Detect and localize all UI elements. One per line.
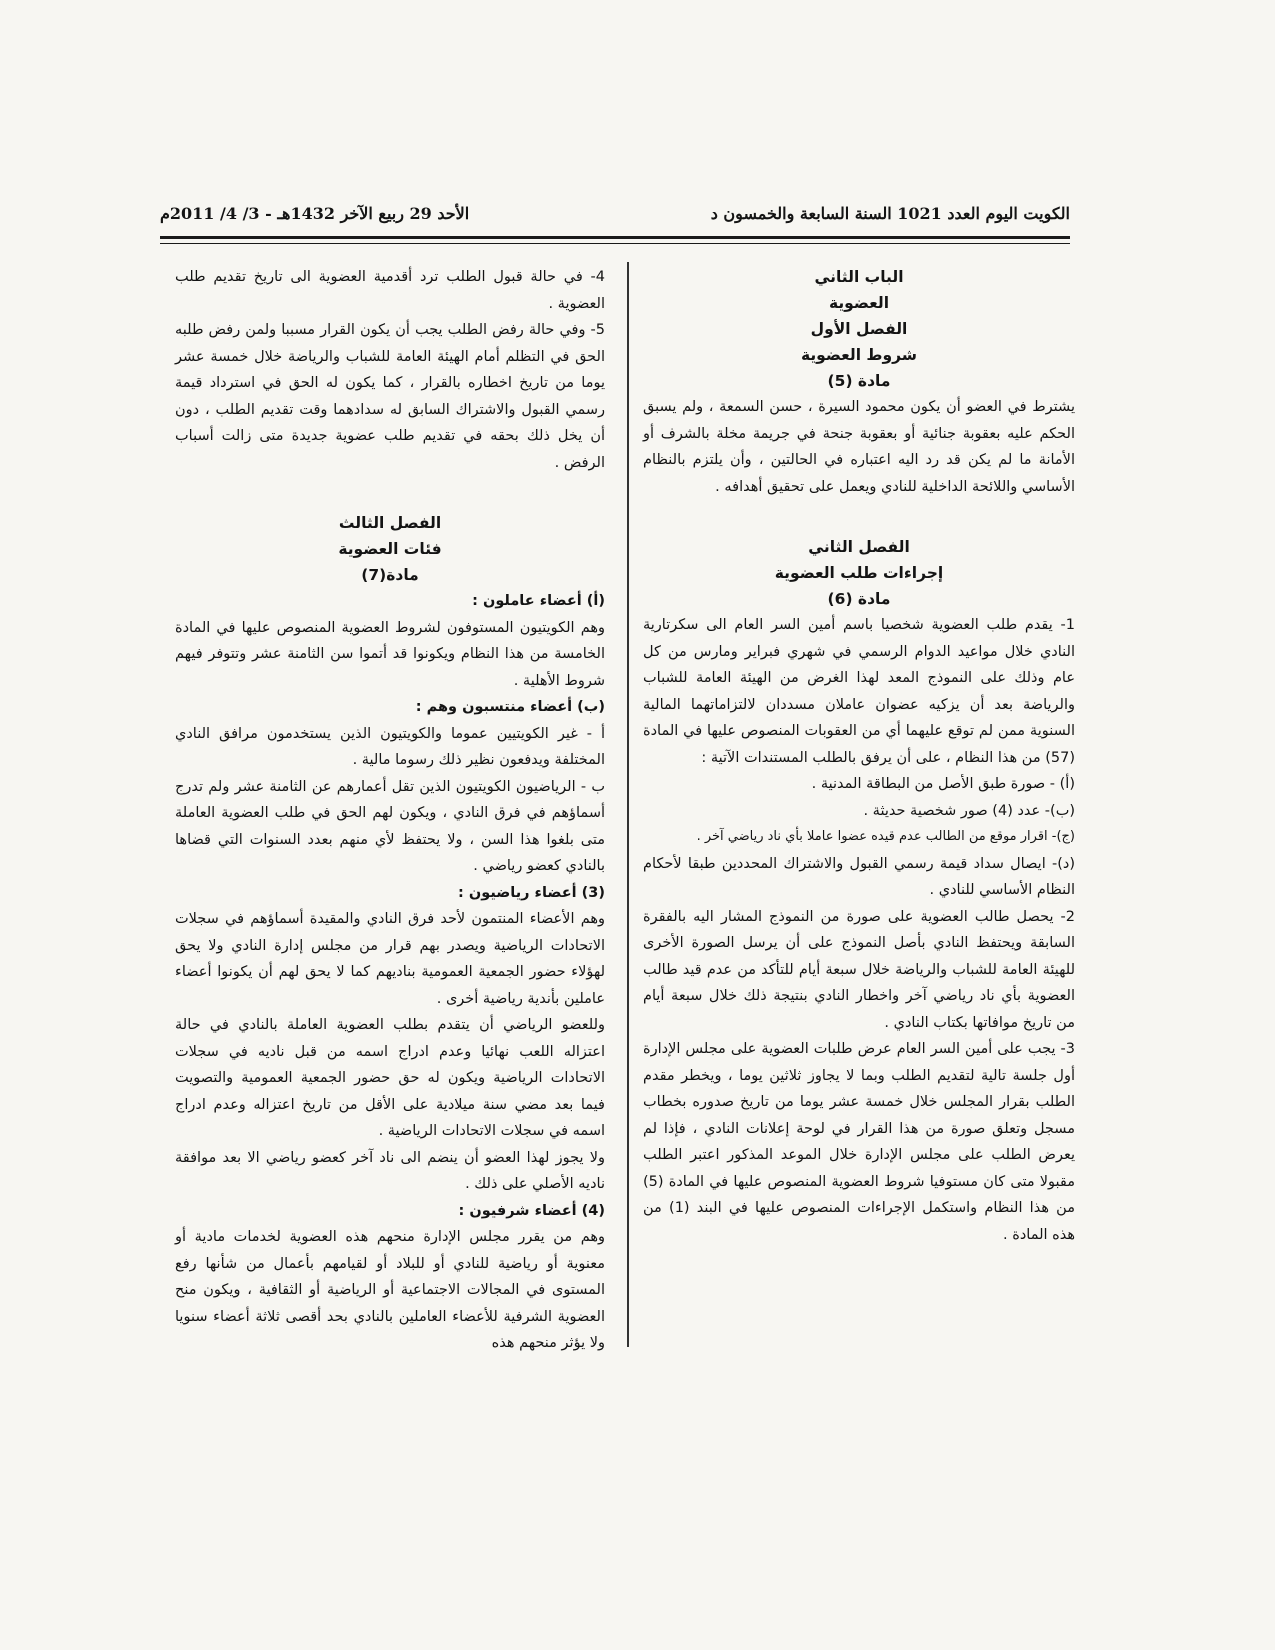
clause: 2- يحصل طالب العضوية على صورة من النموذج المشار اليه بالفقرة السابقة ويحتفظ النادي بأصل النموذج على أن يرسل الصورة الأخرى للهيئة العامة للشباب والرياضة خلال سبعة أيام للتأكد من عدم قيد طالب العضوية بأي ناد رياضي آخر واخطار النادي بنتيجة ذلك خلال سبعة أيام من تاريخ موافاتها بكتاب النادي . (643, 908, 1075, 1031)
chapter-title: العضوية (828, 294, 890, 312)
section-title: شروط العضوية (800, 346, 918, 364)
paragraph: ب - الرياضيون الكويتيون الذين تقل أعمارهم عن الثامنة عشر ولم تدرج أسماؤهم في فرق النادي ، ويكون لهم الحق في طلب العضوية العاملة متى بلغوا هذا السن ، ولا يحتفظ لأي منهم بعدد السنوات التي قضاها بالنادي كعضو رياضي . (175, 778, 605, 874)
chapter-label: الباب الثاني (814, 268, 904, 286)
category-heading: (ب) أعضاء منتسبون وهم : (415, 699, 605, 715)
category-heading: (أ) أعضاء عاملون : (472, 593, 605, 609)
paragraph: أ - غير الكويتيين عموما والكويتيون الذين يستخدمون مرافق النادي المختلفة ويدفعون نظير ذلك رسوما مالية . (175, 725, 605, 768)
sub-clause: (ب)- عدد (4) صور شخصية حديثة . (863, 802, 1075, 819)
clause: 5- وفي حالة رفض الطلب يجب أن يكون القرار مسببا ولمن رفض طلبه الحق في التظلم أمام الهيئة العامة للشباب والرياضة خلال خمسة عشر يوما من تاريخ اخطاره بالقرار ، كما يكون له الحق في استرداد قيمة رسمي القبول والاشتراك السابق له سدادهما وقت تقديم الطلب ، دون أن يخل ذلك بحقه في تقديم طلب عضوية جديدة متى زالت أسباب الرفض . (175, 322, 605, 471)
section-label: الفصل الثالث (338, 514, 442, 532)
page-header (160, 204, 1070, 223)
header-rule-thin (160, 243, 1070, 244)
paragraph: وهم الكويتيون المستوفون لشروط العضوية المنصوص عليها في المادة الخامسة من هذا النظام ويكونوا قد أتموا سن الثامنة عشر وتتوفر فيهم شروط الأهلية . (175, 619, 605, 689)
clause: 1- يقدم طلب العضوية شخصيا باسم أمين السر العام الى سكرتارية النادي خلال مواعيد الدوام الرسمي في شهري فبراير ومارس من كل عام وذلك على النموذج المعد لهذا الغرض من الهيئة العامة للشباب والرياضة بعد أن يزكيه عضوان عاملان مسددان لالتزاماتهما المالية السنوية ممن لم توقع عليهما أي من العقوبات المنصوص عليها في المادة (57) من هذا النظام ، على أن يرفق بالطلب المستندات الآتية : (643, 617, 1075, 766)
article-number: مادة(7) (361, 566, 419, 584)
sub-clause: (د)- ايصال سداد قيمة رسمي القبول والاشتراك المحددين طبقا لأحكام النظام الأساسي للنادي . (643, 855, 1075, 898)
sub-clause: (أ) - صورة طبق الأصل من البطاقة المدنية . (811, 776, 1075, 792)
section-title: فئات العضوية (338, 540, 442, 558)
section-label: الفصل الثاني (808, 538, 910, 556)
column-divider (627, 262, 629, 1347)
header-issue-info: الكويت اليوم العدد 1021 السنة السابعة والخمسون د (710, 204, 1070, 223)
header-rule-thick (160, 236, 1070, 239)
article-number: مادة (5) (827, 372, 891, 390)
right-column (643, 264, 1075, 1248)
category-heading: (3) أعضاء رياضيون : (458, 884, 605, 901)
header-date: الأحد 29 ربيع الآخر 1432هـ - 3/ 4/ 2011م (160, 204, 470, 223)
section-label: الفصل الأول (810, 320, 908, 338)
paragraph: وهم من يقرر مجلس الإدارة منحهم هذه العضوية لخدمات مادية أو معنوية أو رياضية للنادي أو للبلاد أو لقيامهم بأعمال من شأنها رفع المستوى في المجالات الاجتماعية أو الرياضية أو الثقافية ، ويكون منح العضوية الشرفية للأعضاء العاملين بالنادي بحد أقصى ثلاثة أعضاء سنويا ولا يؤثر منحهم هذه (175, 1229, 605, 1351)
paragraph: وهم الأعضاء المنتمون لأحد فرق النادي والمقيدة أسماؤهم في سجلات الاتحادات الرياضية ويصدر بهم قرار من مجلس إدارة النادي ولا يحق لهؤلاء حضور الجمعية العمومية بناديهم كما لا يحق لهم أن يكونوا أعضاء عاملين بأندية رياضية أخرى . (175, 911, 605, 1007)
section-title: إجراءات طلب العضوية (774, 564, 944, 582)
left-column (175, 264, 605, 1357)
sub-clause: (ج)- اقرار موقع من الطالب عدم قيده عضوا عاملا بأي ناد رياضي آخر . (696, 829, 1075, 844)
paragraph: وللعضو الرياضي أن يتقدم بطلب العضوية العاملة بالنادي في حالة اعتزاله اللعب نهائيا وعدم ادراج اسمه من قبل ناديه في سجلات الاتحادات الرياضية ويكون له حق حضور الجمعية العمومية والتصويت فيما بعد مضي سنة ميلادية على الأقل من تاريخ اعتزاله وعدم ادراج اسمه في سجلات الاتحادات الرياضية . (175, 1017, 605, 1139)
article-number: مادة (6) (827, 590, 891, 608)
clause: 3- يجب على أمين السر العام عرض طلبات العضوية على مجلس الإدارة أول جلسة تالية لتقديم الطلب وبما لا يجاوز ثلاثين يوما ، ويخطر مقدم الطلب بقرار المجلس خلال خمسة عشر يوما من تاريخ صدوره بخطاب مسجل وتعلق صورة من هذا القرار في لوحة إعلانات النادي ، فإذا لم يعرض الطلب على مجلس الإدارة خلال الموعد المذكور اعتبر الطلب مقبولا متى كان مستوفيا شروط العضوية المنصوص عليها في المادة (5) من هذا النظام واستكمل الإجراءات المنصوص عليها في البند (1) من هذه المادة . (643, 1041, 1075, 1243)
clause: 4- في حالة قبول الطلب ترد أقدمية العضوية الى تاريخ تقديم طلب العضوية . (175, 269, 605, 312)
paragraph: ولا يجوز لهذا العضو أن ينضم الى ناد آخر كعضو رياضي الا بعد موافقة ناديه الأصلي على ذلك . (175, 1149, 605, 1192)
article-text: يشترط في العضو أن يكون محمود السيرة ، حسن السمعة ، ولم يسبق الحكم عليه بعقوبة جنائية أو بعقوبة جنحة في جريمة مخلة بالشرف أو الأمانة ما لم يكن قد رد اليه اعتباره في الحالتين ، وأن يلتزم بالنظام الأساسي واللائحة الداخلية للنادي ويعمل على تحقيق أهدافه . (643, 399, 1075, 495)
category-heading: (4) أعضاء شرفيون : (458, 1202, 605, 1219)
